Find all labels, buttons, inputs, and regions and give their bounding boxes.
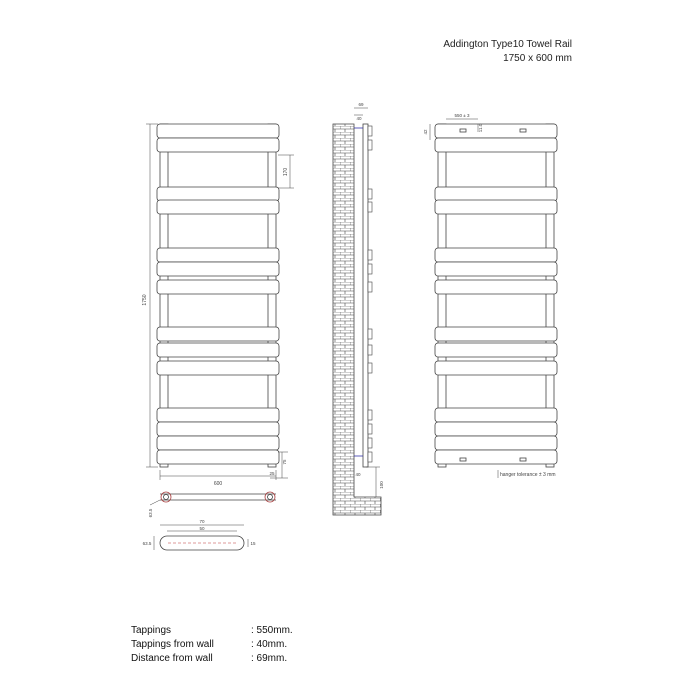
front-bars-group [157, 124, 279, 464]
side-rail-profile [363, 124, 368, 467]
rail-bar [435, 200, 557, 214]
rail-bar [435, 408, 557, 422]
rail-bar [157, 436, 279, 450]
side-bar-stub [368, 264, 372, 274]
section-dim-top: 70 [199, 519, 205, 524]
spec-row [131, 652, 293, 666]
rail-bar [157, 200, 279, 214]
side-bar-stub [368, 126, 372, 136]
side-bar-stub [368, 363, 372, 373]
spec-label: Tappings from wall [131, 639, 214, 650]
side-bar-stub [368, 282, 372, 292]
side-floor-dim: 100 [379, 481, 384, 489]
spec-label: Tappings [131, 625, 172, 636]
rail-bar [435, 248, 557, 262]
rail-bar [157, 280, 279, 294]
top-view-right-valve [265, 492, 275, 502]
rail-bar [435, 138, 557, 152]
top-view-dim-label: 63.5 [148, 508, 153, 518]
side-bar-stub [368, 345, 372, 355]
front-gap-label: 170 [283, 167, 289, 177]
spec-row [131, 624, 293, 638]
rail-bar [157, 422, 279, 436]
back-bars-group [435, 124, 557, 464]
section-dim-right: 15 [250, 541, 256, 546]
rail-bar [435, 327, 557, 341]
side-bar-stub [368, 438, 372, 448]
side-bar-stub [368, 410, 372, 420]
rail-bar [435, 361, 557, 375]
rail-bar [157, 248, 279, 262]
front-view [146, 124, 294, 480]
spec-value: : 40mm. [251, 639, 288, 650]
front-width-label: 600 [213, 481, 223, 487]
spec-label: Distance from wall [131, 653, 213, 664]
back-side-dim-b: 11.0 [478, 123, 483, 133]
section-profile [160, 536, 244, 550]
rail-bar [157, 187, 279, 201]
hanger-tolerance-note: hanger tolerance ± 3 mm [500, 472, 556, 478]
rail-bar [157, 343, 279, 357]
section-dim-mid: 50 [199, 526, 205, 531]
front-height-label: 1750 [142, 294, 148, 306]
rail-bar [435, 280, 557, 294]
side-top-dim-b: 40 [356, 116, 362, 121]
rail-bar [157, 124, 279, 138]
rail-bar [157, 450, 279, 464]
title-product-name: Addington Type10 Towel Rail [443, 39, 572, 50]
rail-bar [435, 450, 557, 464]
front-bottom-dim-b: 75 [282, 459, 287, 465]
back-top-dim: 550 ± 3 [454, 113, 470, 118]
rail-bar [435, 187, 557, 201]
rail-bar [435, 343, 557, 357]
rail-bar [435, 262, 557, 276]
side-bar-stub [368, 202, 372, 212]
side-bar-stub [368, 452, 372, 462]
side-bars-group [368, 126, 372, 462]
side-bottom-dim: 40 [355, 472, 361, 477]
side-top-dim-a: 69 [358, 102, 364, 107]
section-dim-left: 63.5 [142, 541, 152, 546]
top-view-left-valve [161, 492, 171, 502]
title-dimensions: 1750 x 600 mm [503, 53, 572, 64]
side-bar-stub [368, 329, 372, 339]
side-bar-stub [368, 250, 372, 260]
spec-value: : 69mm. [251, 653, 288, 664]
rail-bar [435, 422, 557, 436]
side-view [333, 108, 381, 515]
side-bar-stub [368, 140, 372, 150]
back-view [430, 119, 557, 478]
rail-bar [157, 408, 279, 422]
spec-row [131, 638, 293, 652]
back-side-dim-a: 42 [423, 129, 428, 135]
side-bar-stub [368, 424, 372, 434]
front-bottom-dim-a: 25 [269, 471, 275, 476]
rail-bar [157, 262, 279, 276]
spec-value: : 550mm. [251, 625, 293, 636]
rail-bar [435, 124, 557, 138]
top-view [150, 492, 276, 505]
rail-bar [157, 361, 279, 375]
rail-bar [435, 436, 557, 450]
specifications-list [131, 624, 293, 666]
rail-bar [157, 138, 279, 152]
rail-bar [157, 327, 279, 341]
side-bar-stub [368, 189, 372, 199]
